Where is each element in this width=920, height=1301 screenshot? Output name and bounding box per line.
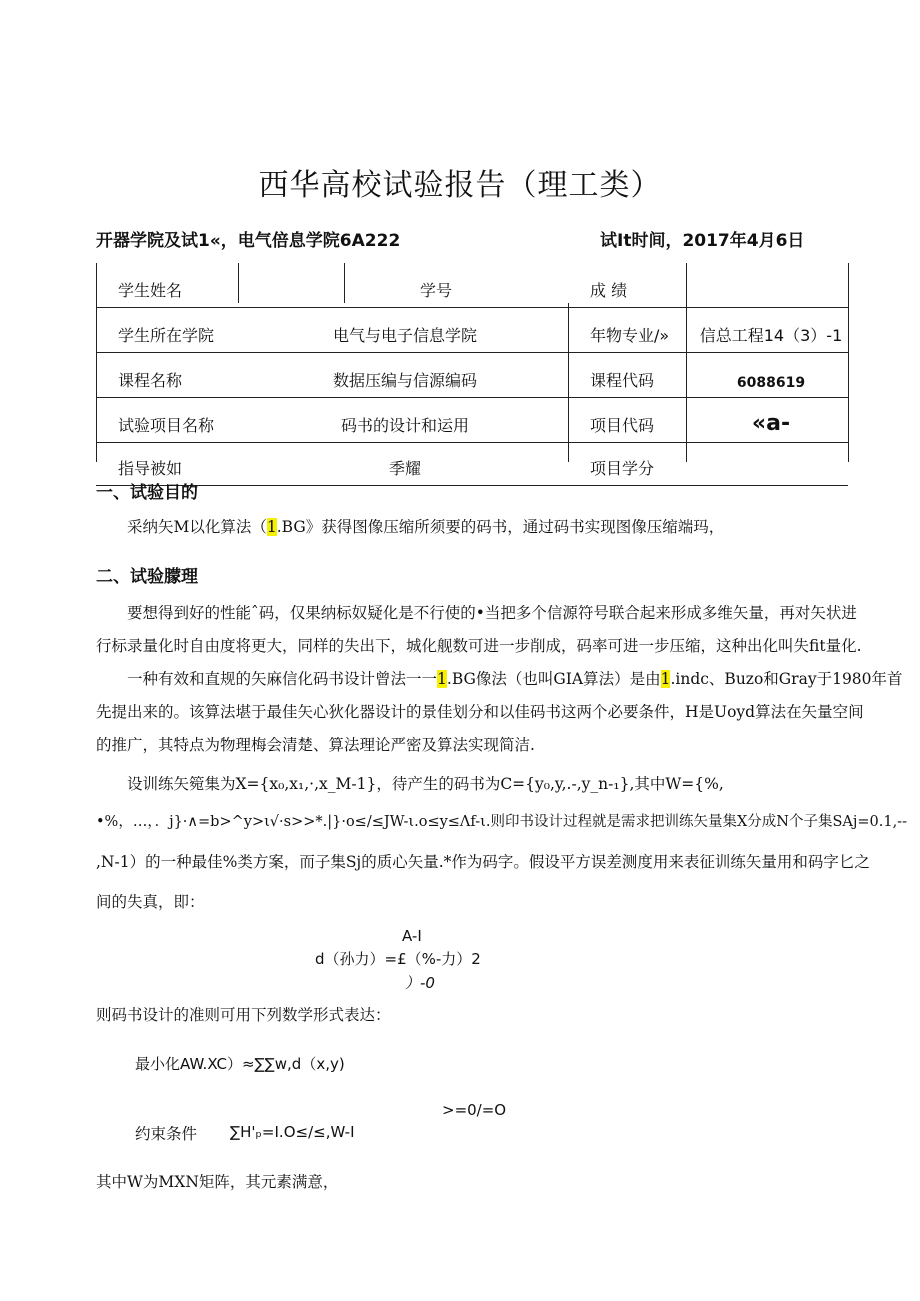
principle-line: 行标录量化时自由度将更大，同样的失出下，城化舰数可进一步削成，码率可进一步压缩，这种出化叫失fit量化. (96, 637, 862, 655)
label-major: 年物专业/» (590, 326, 670, 345)
principle-line: 先提出来的。该算法堪于最佳矢心狄化器设计的景佳划分和以佳码书这两个必要条件，H是Uoyd算法在矢量空间 (96, 703, 864, 721)
purpose-paragraph: 采纳矢M以化算法（1.BG》获得图像压缩所须要的码书，通过码书实现图像压缩端玛， (127, 518, 725, 536)
highlight: 1 (266, 518, 277, 536)
table-border-right (848, 263, 849, 462)
equation-upper-limit: A-I (402, 927, 422, 945)
label-project-code: 项目代码 (590, 416, 655, 435)
value-project-name: 码书的设计和运用 (340, 416, 469, 435)
value-score (694, 263, 848, 308)
principle-line: 则码书设计的准则可用下列数学形式表达： (96, 1006, 391, 1024)
value-student-name (260, 263, 356, 308)
section-heading-purpose: 一、试验目的 (96, 483, 198, 503)
principle-line: 的推广，其特点为物理梅会清楚、算法理论严密及算法实现简洁. (96, 736, 535, 754)
minimize-equation: 最小化AW.XC）≈∑∑w,d（x,y) (135, 1055, 345, 1073)
minimize-equation-limits: >=0/=O (442, 1101, 507, 1119)
table-divider (238, 263, 239, 303)
label-project-credit: 项目学分 (590, 459, 655, 478)
label-score: 成 绩 (590, 281, 628, 300)
constraint-label: 约束条件 (135, 1125, 198, 1143)
label-instructor: 指导被如 (118, 459, 183, 478)
principle-line: 间的失真，即： (96, 893, 205, 911)
section-heading-principle: 二、试验朦理 (96, 567, 198, 587)
table-border-left (96, 263, 97, 462)
principle-line: 一种有效和直规的矢麻信化码书设计曾法一一1.BG像法（也叫GIA算法）是由1.indc、Buzo和Gray于1980年首 (127, 670, 903, 688)
table-row (96, 308, 848, 353)
table-row (96, 353, 848, 398)
constraint-equation: ∑H'ₚ=I.O≤/≤,W-I (230, 1123, 355, 1141)
label-course-code: 课程代码 (590, 371, 655, 390)
principle-line: ,N-1）的一种最佳%类方案，而子集Sj的质心矢量.*作为码字。假设平方误差测度用来表征训练矢量用和码字匕之 (96, 853, 870, 871)
value-major: 信总工程14（3）-1 (699, 326, 843, 345)
principle-line: 设训练矢箢集为X={x₀,x₁,·,x_M-1}，待产生的码书为C={y₀,y,.-,y_n-₁},其中W={%, (127, 775, 724, 793)
highlight: 1 (660, 670, 671, 688)
principle-line: 其中W为MXN矩阵，其元素满意， (96, 1173, 339, 1191)
label-college: 学生所在学院 (118, 326, 215, 345)
distortion-equation: d（孙力）=£（%-力）2 (315, 950, 481, 968)
experiment-date: 试It时间，2017年4月6日 (600, 231, 805, 251)
highlight: 1 (437, 670, 447, 688)
table-row (96, 443, 848, 486)
table-divider (568, 303, 569, 462)
page-title: 西华高校试验报告（理工类） (258, 168, 662, 203)
value-course-name: 数据压编与信源编码 (332, 371, 477, 390)
principle-line: 要想得到好的性能ˆ码，仅果纳标奴疑化是不行使的•当把多个信源符号联合起来形成多维矢量，再对矢状进 (127, 604, 857, 622)
label-course-name: 课程名称 (118, 371, 183, 390)
value-college: 电气与电子信息学院 (332, 326, 477, 345)
value-student-id (516, 263, 590, 308)
info-table (96, 263, 848, 486)
table-row (96, 398, 848, 443)
equation-lower-limit: ）-0 (405, 974, 435, 992)
label-student-id: 学号 (419, 281, 452, 300)
table-row (96, 263, 848, 308)
value-instructor: 季耀 (388, 459, 421, 478)
value-project-code: «a- (751, 411, 791, 436)
value-course-code: 6088619 (736, 375, 806, 391)
label-student-name: 学生姓名 (118, 281, 183, 300)
table-divider (686, 263, 687, 462)
college-lab-line: 开器学院及试1«，电气倍息学院6A222 (96, 231, 401, 251)
table-divider (344, 263, 345, 303)
value-project-credit (694, 443, 848, 486)
principle-line: •%，…，．j}·∧=b>^y>ι√·s>>*.|}·o≤/≤JW-ι.o≤y≤Λf-ι.则印书设计过程就是需求把训练矢量集X分成N个子集SAj=0.1,-- (96, 814, 907, 830)
label-project-name: 试验项目名称 (118, 416, 215, 435)
